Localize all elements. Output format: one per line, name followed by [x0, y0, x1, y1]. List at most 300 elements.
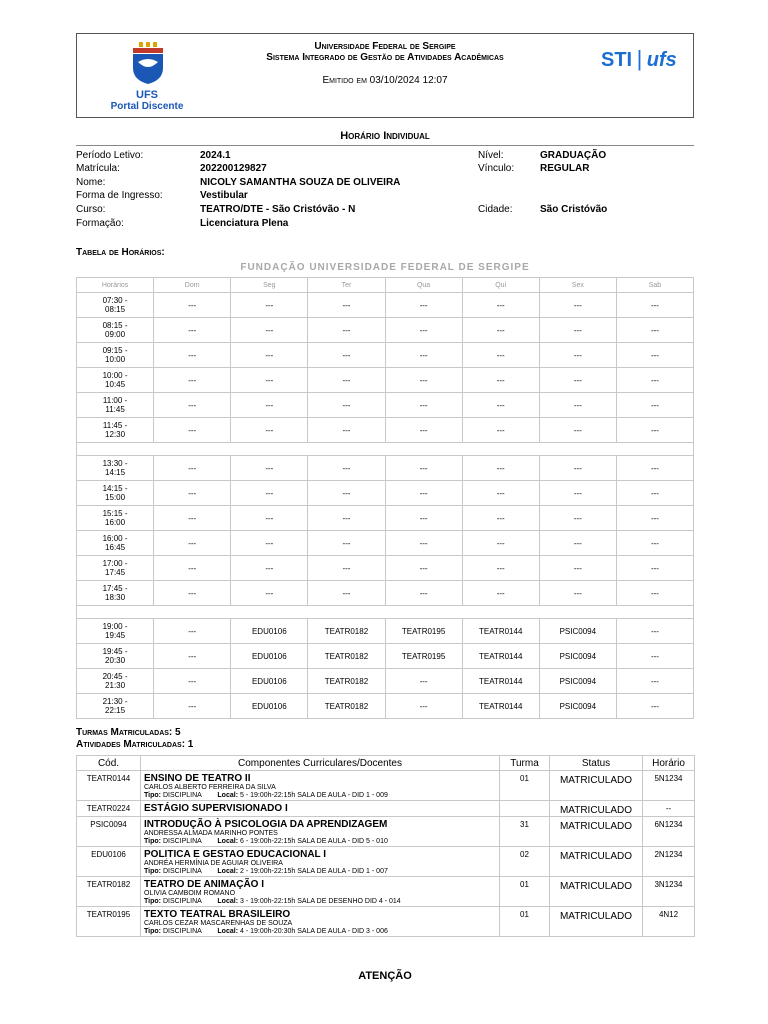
schedule-row [77, 343, 694, 368]
schedule-cell: --- [539, 343, 616, 368]
schedule-cell: --- [462, 343, 539, 368]
schedule-cell: EDU0106 [231, 669, 308, 694]
component-teacher: OLIVIA CAMBOIM ROMANO [144, 890, 236, 897]
schedule-cell: --- [462, 556, 539, 581]
schedule-gap-row [77, 443, 694, 456]
schedule-cell: --- [385, 368, 462, 393]
schedule-row [77, 556, 694, 581]
schedule-cell: --- [308, 368, 385, 393]
component-details [141, 838, 499, 846]
schedule-row [77, 581, 694, 606]
schedule-cell: --- [154, 343, 231, 368]
component-name: ESTÁGIO SUPERVISIONADO I [144, 803, 288, 814]
component-status: MATRICULADO [550, 771, 643, 801]
component-status: MATRICULADO [550, 847, 643, 877]
schedule-cell: --- [385, 506, 462, 531]
schedule-cell: --- [154, 531, 231, 556]
time-end: 18:30 [105, 593, 126, 602]
component-horario: 2N1234 [643, 847, 695, 877]
schedule-watermark: FUNDAÇÃO UNIVERSIDADE FEDERAL DE SERGIPE [240, 262, 530, 273]
schedule-cell: --- [462, 456, 539, 481]
time-start: 17:00 - [102, 559, 128, 568]
time-start: 19:00 - [102, 622, 128, 631]
schedule-cell: --- [154, 481, 231, 506]
schedule-cell: --- [308, 456, 385, 481]
schedule-cell: --- [539, 293, 616, 318]
schedule-cell: TEATR0144 [462, 644, 539, 669]
schedule-row [77, 644, 694, 669]
schedule-header-cell: Sex [539, 278, 616, 293]
schedule-cell: --- [308, 318, 385, 343]
schedule-cell: --- [385, 393, 462, 418]
matricula-value: 202200129827 [200, 163, 267, 174]
schedule-cell: --- [231, 581, 308, 606]
schedule-cell: --- [385, 531, 462, 556]
schedule-cell: --- [154, 368, 231, 393]
schedule-cell: PSIC0094 [539, 669, 616, 694]
schedule-cell: --- [154, 644, 231, 669]
schedule-cell: --- [231, 293, 308, 318]
schedule-cell: --- [462, 506, 539, 531]
component-info [141, 907, 500, 937]
schedule-cell: --- [385, 669, 462, 694]
schedule-cell: --- [616, 293, 693, 318]
schedule-header-cell: Sab [616, 278, 693, 293]
matricula-label: Matrícula: [76, 163, 120, 174]
component-info [141, 877, 500, 907]
schedule-cell: --- [231, 318, 308, 343]
schedule-cell: --- [616, 456, 693, 481]
component-teacher: CARLOS ALBERTO FERREIRA DA SILVA [144, 784, 276, 791]
schedule-cell: --- [539, 531, 616, 556]
schedule-cell: --- [154, 456, 231, 481]
component-name: ENSINO DE TEATRO II [144, 773, 251, 784]
document-header [76, 33, 694, 118]
schedule-gap-cell [77, 606, 694, 619]
schedule-header-row [77, 278, 694, 293]
schedule-cell: --- [616, 581, 693, 606]
component-row [77, 877, 695, 907]
schedule-cell: --- [616, 368, 693, 393]
schedule-cell: TEATR0144 [462, 694, 539, 719]
atividades-count: Atividades Matriculadas: 1 [76, 739, 194, 750]
schedule-cell: EDU0106 [231, 644, 308, 669]
components-header-cell: Componentes Curriculares/Docentes [141, 756, 500, 771]
time-start: 21:30 - [102, 697, 128, 706]
schedule-cell: --- [231, 343, 308, 368]
schedule-cell: --- [154, 619, 231, 644]
schedule-row [77, 393, 694, 418]
nome-label: Nome: [76, 177, 106, 188]
schedule-cell: --- [616, 393, 693, 418]
schedule-cell: --- [539, 481, 616, 506]
schedule-header-cell: Qua [385, 278, 462, 293]
schedule-cell: --- [231, 418, 308, 443]
time-start: 10:00 - [102, 371, 128, 380]
components-header-row [77, 756, 695, 771]
components-header-cell: Horário [643, 756, 695, 771]
time-end: 16:45 [105, 543, 126, 552]
time-start: 11:45 - [102, 421, 128, 430]
components-body [77, 771, 695, 937]
time-start: 17:45 - [102, 584, 128, 593]
schedule-row [77, 293, 694, 318]
schedule-cell: --- [231, 368, 308, 393]
nome-value: NICOLY SAMANTHA SOUZA DE OLIVEIRA [200, 177, 401, 188]
schedule-row [77, 669, 694, 694]
schedule-cell: TEATR0182 [308, 694, 385, 719]
portal-label: Portal Discente [110, 101, 184, 112]
schedule-cell: --- [308, 506, 385, 531]
sti-ufs-logo [601, 46, 677, 72]
schedule-row [77, 318, 694, 343]
local-value: 2 - 19:00h-22:15h SALA DE AULA - DID 1 - 007 [239, 868, 388, 875]
nivel-value: GRADUAÇÃO [540, 150, 607, 161]
schedule-cell: --- [308, 293, 385, 318]
tipo-label: Tipo: [144, 898, 161, 905]
schedule-row [77, 506, 694, 531]
schedule-cell: --- [308, 581, 385, 606]
time-cell [77, 293, 154, 318]
component-details [141, 928, 499, 936]
time-cell [77, 619, 154, 644]
schedule-cell: --- [462, 481, 539, 506]
nivel-label: Nível: [478, 150, 504, 161]
tipo-label: Tipo: [144, 792, 161, 799]
schedule-cell: --- [616, 318, 693, 343]
schedule-row [77, 481, 694, 506]
periodo-value: 2024.1 [200, 150, 231, 161]
schedule-cell: --- [616, 694, 693, 719]
schedule-row [77, 418, 694, 443]
schedule-cell: --- [385, 456, 462, 481]
schedule-cell: --- [616, 506, 693, 531]
schedule-cell: --- [385, 318, 462, 343]
component-status: MATRICULADO [550, 817, 643, 847]
ufs-logo-text: UFS [136, 89, 158, 101]
schedule-cell: --- [154, 506, 231, 531]
schedule-cell: --- [539, 393, 616, 418]
schedule-cell: --- [539, 368, 616, 393]
tipo-label: Tipo: [144, 838, 161, 845]
schedule-header-cell: Dom [154, 278, 231, 293]
ingresso-label: Forma de Ingresso: [76, 190, 163, 201]
page-title: Horário Individual [340, 130, 430, 142]
schedule-cell: --- [308, 531, 385, 556]
schedule-cell: --- [462, 531, 539, 556]
component-horario: 5N1234 [643, 771, 695, 801]
schedule-row [77, 619, 694, 644]
time-cell [77, 644, 154, 669]
schedule-table [76, 277, 694, 719]
emission-date: Emitido em 03/10/2024 12:07 [322, 75, 448, 86]
logo-separator: | [636, 46, 643, 71]
time-cell [77, 393, 154, 418]
local-label: Local: [217, 838, 239, 845]
component-row [77, 771, 695, 801]
schedule-cell: --- [616, 481, 693, 506]
schedule-cell: TEATR0195 [385, 619, 462, 644]
schedule-cell: --- [616, 556, 693, 581]
schedule-cell: --- [385, 581, 462, 606]
time-start: 15:15 - [102, 509, 128, 518]
schedule-cell: --- [231, 481, 308, 506]
component-row [77, 801, 695, 817]
component-code: TEATR0182 [77, 877, 141, 907]
schedule-header-cell: Qui [462, 278, 539, 293]
time-cell [77, 669, 154, 694]
time-cell [77, 556, 154, 581]
schedule-cell: --- [616, 669, 693, 694]
turmas-count: Turmas Matriculadas: 5 [76, 727, 181, 738]
vinculo-label: Vínculo: [478, 163, 515, 174]
schedule-row [77, 531, 694, 556]
schedule-cell: --- [154, 694, 231, 719]
title-divider [76, 145, 694, 146]
schedule-cell: --- [231, 456, 308, 481]
time-end: 10:00 [105, 355, 126, 364]
tipo-value: DISCIPLINA [162, 898, 202, 905]
schedule-cell: --- [154, 318, 231, 343]
formacao-label: Formação: [76, 218, 124, 229]
schedule-cell: --- [616, 619, 693, 644]
time-end: 14:15 [105, 468, 126, 477]
schedule-cell: --- [616, 343, 693, 368]
tipo-value: DISCIPLINA [162, 838, 202, 845]
component-details [141, 792, 499, 800]
schedule-cell: EDU0106 [231, 619, 308, 644]
schedule-cell: --- [385, 343, 462, 368]
schedule-cell: --- [462, 418, 539, 443]
component-details [141, 868, 499, 876]
local-value: 5 - 19:00h-22:15h SALA DE AULA - DID 1 - 009 [239, 792, 388, 799]
local-value: 3 - 19:00h-22:15h SALA DE DESENHO DID 4 - 014 [239, 898, 401, 905]
component-name: POLITICA E GESTAO EDUCACIONAL I [144, 849, 327, 860]
schedule-cell: --- [154, 418, 231, 443]
local-value: 6 - 19:00h-22:15h SALA DE AULA - DID 5 - 010 [239, 838, 388, 845]
time-start: 19:45 - [102, 647, 128, 656]
schedule-cell: TEATR0182 [308, 644, 385, 669]
time-end: 20:30 [105, 656, 126, 665]
schedule-cell: --- [385, 293, 462, 318]
local-label: Local: [217, 868, 239, 875]
schedule-cell: --- [308, 418, 385, 443]
time-start: 14:15 - [102, 484, 128, 493]
component-teacher: ANDRESSA ALMADA MARINHO PONTES [144, 830, 278, 837]
time-cell [77, 581, 154, 606]
schedule-cell: PSIC0094 [539, 619, 616, 644]
schedule-cell: --- [385, 418, 462, 443]
schedule-cell: --- [154, 556, 231, 581]
components-table [76, 755, 695, 937]
schedule-cell: TEATR0144 [462, 619, 539, 644]
schedule-cell: EDU0106 [231, 694, 308, 719]
time-start: 11:00 - [102, 396, 128, 405]
schedule-cell: --- [154, 669, 231, 694]
component-row [77, 907, 695, 937]
time-cell [77, 531, 154, 556]
time-cell [77, 506, 154, 531]
component-horario: -- [643, 801, 695, 817]
time-cell [77, 368, 154, 393]
tipo-label: Tipo: [144, 928, 161, 935]
schedule-cell: --- [231, 393, 308, 418]
component-turma: 01 [500, 877, 550, 907]
component-info [141, 801, 500, 817]
time-start: 13:30 - [102, 459, 128, 468]
component-teacher: CARLOS CEZAR MASCARENHAS DE SOUZA [144, 920, 293, 927]
schedule-cell: PSIC0094 [539, 644, 616, 669]
schedule-cell: --- [154, 293, 231, 318]
curso-label: Curso: [76, 204, 106, 215]
component-turma [500, 801, 550, 817]
schedule-header-cell: Horários [77, 278, 154, 293]
time-end: 10:45 [105, 380, 126, 389]
component-code: TEATR0224 [77, 801, 141, 817]
component-name: INTRODUÇÃO À PSICOLOGIA DA APRENDIZAGEM [144, 819, 388, 830]
atencao-heading: ATENÇÃO [358, 970, 412, 982]
formacao-value: Licenciatura Plena [200, 218, 289, 229]
schedule-cell: --- [616, 418, 693, 443]
component-horario: 4N12 [643, 907, 695, 937]
schedule-cell: --- [154, 581, 231, 606]
schedule-cell: --- [154, 393, 231, 418]
schedule-cell: --- [462, 368, 539, 393]
time-cell [77, 343, 154, 368]
component-code: TEATR0195 [77, 907, 141, 937]
component-turma: 01 [500, 771, 550, 801]
cidade-value: São Cristóvão [540, 204, 608, 215]
component-teacher: ANDRÉA HERMÍNIA DE AGUIAR OLIVEIRA [144, 860, 283, 867]
component-code: EDU0106 [77, 847, 141, 877]
component-info [141, 817, 500, 847]
component-horario: 6N1234 [643, 817, 695, 847]
component-turma: 01 [500, 907, 550, 937]
schedule-cell: --- [462, 393, 539, 418]
time-cell [77, 456, 154, 481]
local-value: 4 - 19:00h-20:30h SALA DE AULA - DID 3 - 006 [239, 928, 388, 935]
schedule-cell: --- [539, 581, 616, 606]
schedule-cell: --- [539, 318, 616, 343]
schedule-cell: --- [385, 481, 462, 506]
time-end: 09:00 [105, 330, 126, 339]
ufs-logo: ufs [646, 49, 677, 71]
components-header-cell: Cód. [77, 756, 141, 771]
schedule-cell: --- [539, 506, 616, 531]
schedule-cell: --- [308, 343, 385, 368]
schedule-gap-row [77, 606, 694, 619]
tipo-value: DISCIPLINA [162, 792, 202, 799]
schedule-cell: TEATR0182 [308, 619, 385, 644]
schedule-row [77, 368, 694, 393]
time-end: 08:15 [105, 305, 126, 314]
component-status: MATRICULADO [550, 801, 643, 817]
vinculo-value: REGULAR [540, 163, 590, 174]
component-info [141, 771, 500, 801]
component-status: MATRICULADO [550, 907, 643, 937]
schedule-cell: --- [231, 556, 308, 581]
component-name: TEXTO TEATRAL BRASILEIRO [144, 909, 291, 920]
time-end: 12:30 [105, 430, 126, 439]
schedule-cell: PSIC0094 [539, 694, 616, 719]
component-code: PSIC0094 [77, 817, 141, 847]
time-end: 11:45 [105, 405, 125, 414]
schedule-cell: --- [385, 556, 462, 581]
schedule-cell: --- [539, 418, 616, 443]
schedule-cell: --- [616, 531, 693, 556]
schedule-cell: --- [539, 556, 616, 581]
time-end: 16:00 [105, 518, 126, 527]
schedule-gap-cell [77, 443, 694, 456]
schedule-cell: --- [462, 318, 539, 343]
schedule-title: Tabela de Horários: [76, 247, 165, 258]
component-info [141, 847, 500, 877]
time-start: 08:15 - [102, 321, 128, 330]
ingresso-value: Vestibular [200, 190, 248, 201]
schedule-header-cell: Ter [308, 278, 385, 293]
tipo-label: Tipo: [144, 868, 161, 875]
sti-logo: STI [601, 49, 633, 71]
component-code: TEATR0144 [77, 771, 141, 801]
component-turma: 31 [500, 817, 550, 847]
portal-title [97, 89, 197, 112]
time-end: 19:45 [105, 631, 126, 640]
schedule-cell: --- [308, 393, 385, 418]
component-row [77, 817, 695, 847]
schedule-cell: --- [385, 694, 462, 719]
local-label: Local: [217, 792, 239, 799]
time-cell [77, 418, 154, 443]
schedule-cell: --- [308, 556, 385, 581]
schedule-cell: --- [462, 293, 539, 318]
schedule-cell: --- [462, 581, 539, 606]
time-cell [77, 694, 154, 719]
schedule-header-cell: Seg [231, 278, 308, 293]
local-label: Local: [217, 928, 239, 935]
time-cell [77, 318, 154, 343]
component-name: TEATRO DE ANIMAÇÃO I [144, 879, 264, 890]
components-header-cell: Turma [500, 756, 550, 771]
schedule-cell: --- [231, 531, 308, 556]
time-end: 22:15 [105, 706, 126, 715]
schedule-cell: TEATR0195 [385, 644, 462, 669]
time-start: 20:45 - [102, 672, 128, 681]
components-header-cell: Status [550, 756, 643, 771]
cidade-label: Cidade: [478, 204, 513, 215]
component-row [77, 847, 695, 877]
time-cell [77, 481, 154, 506]
local-label: Local: [217, 898, 239, 905]
component-details [141, 898, 499, 906]
component-horario: 3N1234 [643, 877, 695, 907]
time-end: 21:30 [105, 681, 126, 690]
component-turma: 02 [500, 847, 550, 877]
schedule-row [77, 694, 694, 719]
schedule-cell: --- [308, 481, 385, 506]
tipo-value: DISCIPLINA [162, 868, 202, 875]
system-name: Sistema Integrado de Gestão de Atividades Acadêmicas [266, 52, 504, 63]
time-start: 16:00 - [102, 534, 128, 543]
schedule-cell: --- [539, 456, 616, 481]
periodo-label: Período Letivo: [76, 150, 144, 161]
schedule-cell: --- [231, 506, 308, 531]
schedule-cell: --- [616, 644, 693, 669]
time-start: 09:15 - [102, 346, 128, 355]
time-end: 15:00 [105, 493, 126, 502]
time-end: 17:45 [105, 568, 126, 577]
university-name: Universidade Federal de Sergipe [314, 41, 456, 52]
schedule-row [77, 456, 694, 481]
